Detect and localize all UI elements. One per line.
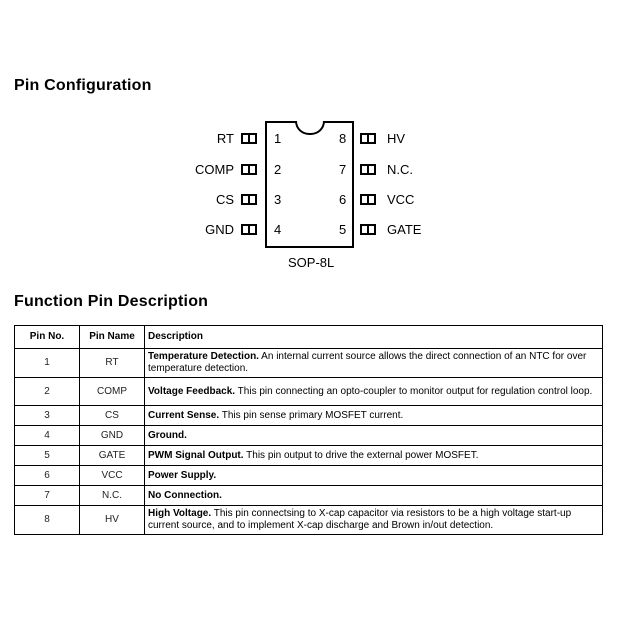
description-title: Current Sense. [148, 409, 220, 421]
pin-description-table [14, 325, 603, 535]
description-cell [145, 506, 603, 535]
pin-name-cell: VCC [80, 466, 145, 486]
pin-name-8: HV [387, 131, 406, 146]
pin-number-5: 5 [339, 222, 347, 237]
description-cell [145, 446, 603, 466]
pin-number-8: 8 [339, 131, 347, 146]
pin-number-7: 7 [339, 162, 347, 177]
description-text: This pin connecting an opto-coupler to monitor output for regulation control loop. [235, 385, 593, 397]
pin-lead-4 [241, 224, 257, 235]
pin1-notch [295, 121, 325, 135]
table-row [15, 378, 603, 406]
function-pin-description-heading: Function Pin Description [14, 293, 209, 310]
header-pin-name: Pin Name [80, 326, 145, 349]
pin-name-cell: CS [80, 406, 145, 426]
description-cell [145, 349, 603, 378]
pin-name-cell: COMP [80, 378, 145, 406]
table-row [15, 426, 603, 446]
pin-lead-2 [241, 164, 257, 175]
pin-no-cell: 7 [15, 486, 80, 506]
description-title: No Connection. [148, 489, 222, 501]
pin-no-cell: 4 [15, 426, 80, 446]
table-row [15, 446, 603, 466]
pin-name-7: N.C. [387, 162, 413, 177]
pin-lead-6 [360, 194, 376, 205]
pin-lead-5 [360, 224, 376, 235]
package-label: SOP-8L [288, 255, 335, 270]
table-row [15, 486, 603, 506]
description-text: An internal current source allows the direct connection of an NTC for over temperature detection. [148, 351, 587, 374]
description-title: PWM Signal Output. [148, 449, 244, 461]
pin-name-cell: HV [80, 506, 145, 535]
table-row [15, 506, 603, 535]
pin-name-cell: GND [80, 426, 145, 446]
pin-name-4: GND [205, 222, 234, 237]
pin-lead-8 [360, 133, 376, 144]
pin-lead-1 [241, 133, 257, 144]
description-cell [145, 406, 603, 426]
table-header-row [15, 326, 603, 349]
pin-name-cell: GATE [80, 446, 145, 466]
description-text: This pin sense primary MOSFET current. [219, 409, 404, 421]
pin-configuration-heading: Pin Configuration [14, 77, 152, 94]
pin-number-6: 6 [339, 192, 347, 207]
pin-lead-7 [360, 164, 376, 175]
pin-name-6: VCC [387, 192, 415, 207]
pin-number-4: 4 [274, 222, 282, 237]
pin-no-cell: 2 [15, 378, 80, 406]
description-title: Power Supply. [148, 469, 217, 481]
pin-name-3: CS [215, 192, 234, 207]
description-cell [145, 486, 603, 506]
pin-number-2: 2 [274, 162, 282, 177]
table-row [15, 406, 603, 426]
description-cell [145, 378, 603, 406]
pin-number-1: 1 [274, 131, 282, 146]
pin-name-cell: N.C. [80, 486, 145, 506]
table-row [15, 349, 603, 378]
description-text: This pin connectsing to X-cap capacitor via resistors to be a high voltage start-up current source, and to implement X-cap discharge and Brown in/out detection. [148, 508, 572, 531]
pin-no-cell: 8 [15, 506, 80, 535]
pin-no-cell: 6 [15, 466, 80, 486]
pin-no-cell: 1 [15, 349, 80, 378]
description-title: High Voltage. [148, 508, 212, 519]
pin-lead-3 [241, 194, 257, 205]
description-text: This pin output to drive the external power MOSFET. [243, 449, 479, 461]
pin-name-1: RT [216, 131, 234, 146]
pin-number-3: 3 [274, 192, 282, 207]
header-description: Description [145, 326, 603, 349]
pin-no-cell: 5 [15, 446, 80, 466]
pin-name-cell: RT [80, 349, 145, 378]
description-title: Temperature Detection. [148, 351, 259, 362]
description-title: Voltage Feedback. [148, 385, 236, 397]
pin-name-2: COMP [195, 162, 234, 177]
description-cell [145, 426, 603, 446]
header-pin-no: Pin No. [15, 326, 80, 349]
description-title: Ground. [148, 429, 187, 441]
table-row [15, 466, 603, 486]
description-cell [145, 466, 603, 486]
pin-name-5: GATE [387, 222, 422, 237]
pin-no-cell: 3 [15, 406, 80, 426]
